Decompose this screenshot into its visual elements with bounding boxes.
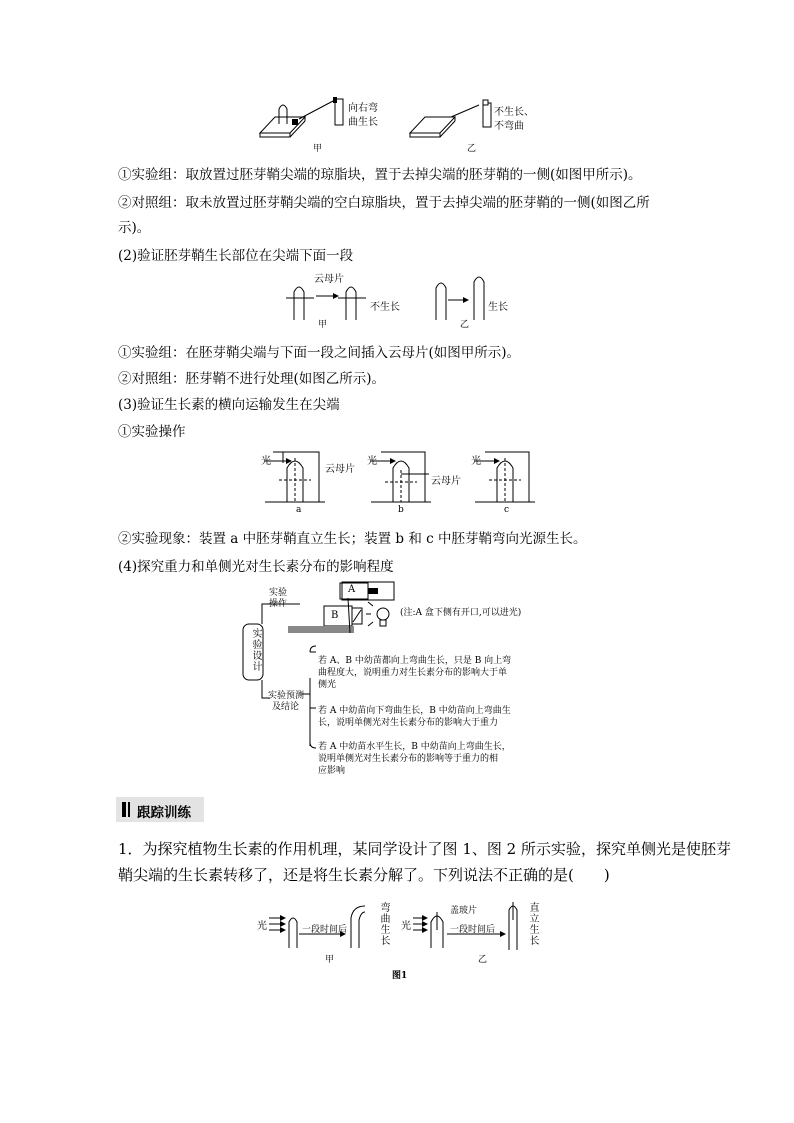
- paragraph-6: (3)验证生长素的横向运输发生在尖端: [118, 397, 340, 413]
- mica-label-a: 云母片: [325, 464, 355, 475]
- fig1-label-yi: 乙: [467, 144, 477, 154]
- fig2-label-yi: 乙: [460, 320, 470, 330]
- paragraph-5: ②对照组：胚芽鞘不进行处理(如图乙所示)。: [118, 371, 386, 387]
- note-label: (注:A 盒下侧有开口,可以进光): [400, 608, 522, 618]
- label-a: a: [296, 505, 302, 515]
- design-label: 实验设计: [250, 628, 261, 672]
- fig5-after-jia: 一段时间后: [302, 925, 348, 935]
- fig5-light-jia: 光: [257, 921, 267, 932]
- result-2-line-1: 若 A 中幼苗向下弯曲生长，B 中幼苗向上弯曲生: [318, 706, 511, 716]
- section-header: [116, 797, 204, 822]
- paragraph-2a: ②对照组：取未放置过胚芽鞘尖端的空白琼脂块，置于去掉尖端的胚芽鞘的一侧(如图乙所: [118, 195, 650, 211]
- fig5-label-jia: 甲: [325, 955, 335, 965]
- section-title: 跟踪训练: [137, 805, 191, 821]
- question-1-line-2: 鞘尖端的生长素转移了，还是将生长素分解了。下列说法不正确的是( ): [118, 866, 610, 884]
- section-bar-icon: [122, 802, 126, 817]
- operation-label-1: 实验: [269, 588, 288, 598]
- result-1-line-3: 侧光: [318, 680, 337, 690]
- result-3-line-1: 若 A 中幼苗水平生长，B 中幼苗向上弯曲生长，: [318, 742, 511, 752]
- question-1-line-1: 1．为探究植物生长素的作用机理，某同学设计了图 1、图 2 所示实验，探究单侧光是使胚芽: [118, 840, 731, 858]
- mica-label: 云母片: [314, 274, 344, 285]
- result-3-line-3: 应影响: [318, 766, 346, 776]
- no-growth-label: 不生长: [370, 302, 400, 313]
- jia-result-line2: 曲生长: [348, 117, 378, 128]
- result-1-line-2: 曲程度大，说明重力对生长素分布的影响大于单: [318, 668, 508, 678]
- paragraph-1: ①实验组：取放置过胚芽鞘尖端的琼脂块，置于去掉尖端的胚芽鞘的一侧(如图甲所示)。: [118, 167, 642, 183]
- paragraph-4: ①实验组：在胚芽鞘尖端与下面一段之间插入云母片(如图甲所示)。: [118, 345, 521, 361]
- fig5-upright-label: 直立生长: [527, 902, 538, 946]
- yi-result-line1: 不生长、: [494, 107, 534, 118]
- operation-label-2: 操作: [269, 599, 288, 609]
- paragraph-2b: 示)。: [118, 220, 151, 236]
- light-label-a: 光: [261, 456, 271, 467]
- light-label-b: 光: [367, 456, 377, 467]
- prediction-label-1: 实验预测: [268, 691, 305, 701]
- paragraph-9: (4)探究重力和单侧光对生长素分布的影响程度: [118, 559, 394, 575]
- box-a-label: A: [348, 584, 356, 595]
- fig5-after-yi: 一段时间后: [450, 925, 496, 935]
- result-1-line-1: 若 A、B 中幼苗都向上弯曲生长，只是 B 向上弯: [318, 656, 512, 666]
- result-3-line-2: 说明单侧光对生长素分布的影响等于重力的相: [318, 754, 499, 764]
- fig5-glass-label: 盖玻片: [450, 906, 478, 916]
- growth-label: 生长: [488, 302, 508, 313]
- result-2-line-2: 长，说明单侧光对生长素分布的影响大于重力: [318, 718, 499, 728]
- mica-label-b: 云母片: [431, 476, 461, 487]
- light-label-c: 光: [471, 456, 481, 467]
- paragraph-7: ①实验操作: [118, 424, 186, 440]
- fig5-bent-label: 弯曲生长: [378, 902, 389, 946]
- figure-1-caption: 图1: [392, 971, 408, 981]
- fig1-label-jia: 甲: [313, 144, 323, 154]
- fig5-light-yi: 光: [401, 921, 411, 932]
- figure-1-diagram: [255, 900, 545, 960]
- prediction-label-2: 及结论: [272, 702, 300, 712]
- label-b: b: [398, 505, 404, 515]
- section-bar-thin-icon: [128, 802, 130, 817]
- fig5-label-yi: 乙: [478, 955, 488, 965]
- paragraph-3: (2)验证胚芽鞘生长部位在尖端下面一段: [118, 248, 354, 264]
- agar-slab-jia: [260, 117, 305, 133]
- yi-result-line2: 不弯曲: [494, 121, 524, 132]
- label-c: c: [504, 505, 510, 515]
- fig2-label-jia: 甲: [318, 320, 328, 330]
- jia-result-line1: 向右弯: [348, 103, 378, 114]
- agar-slab-yi: [410, 117, 455, 133]
- box-b-label: B: [331, 610, 339, 621]
- lateral-transport-figure: [255, 448, 545, 508]
- paragraph-8: ②实验现象：装置 a 中胚芽鞘直立生长；装置 b 和 c 中胚芽鞘弯向光源生长。: [118, 531, 587, 547]
